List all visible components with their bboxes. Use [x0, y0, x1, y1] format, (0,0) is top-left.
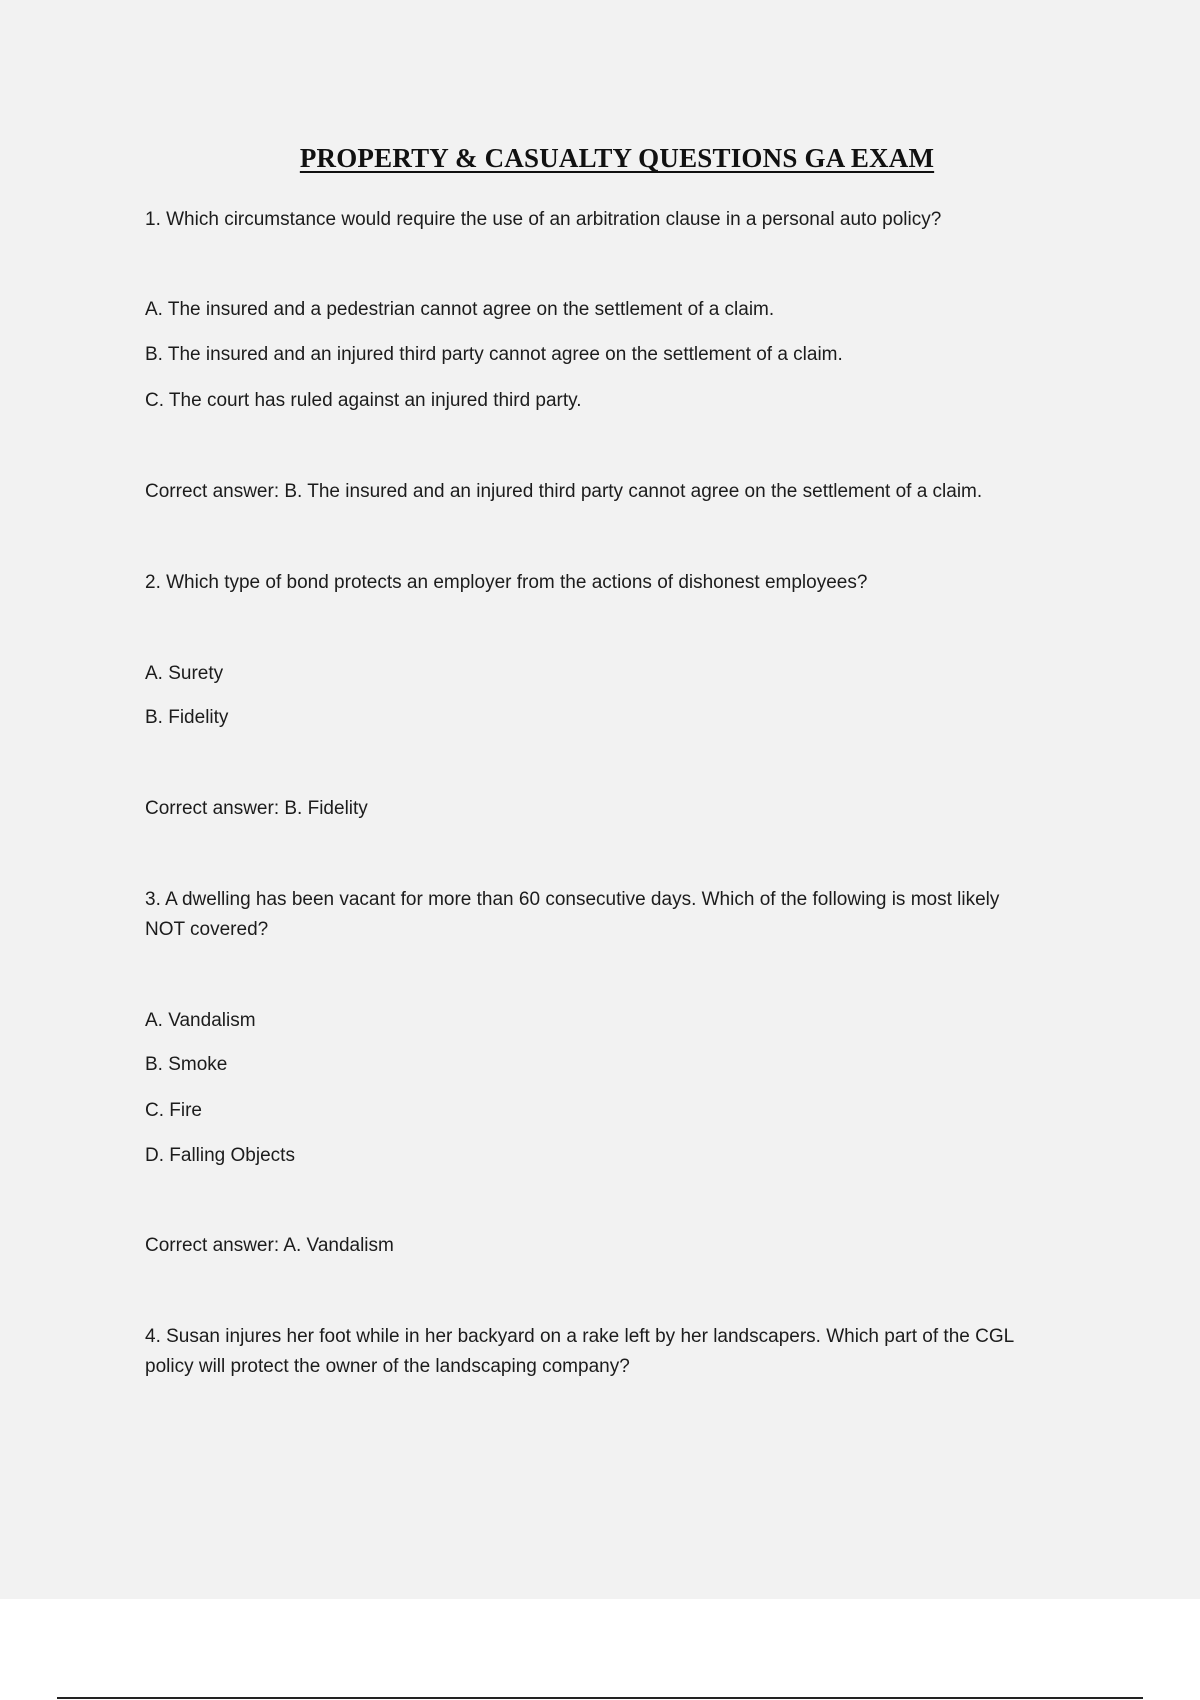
question-3-option-a: A. Vandalism: [145, 1010, 256, 1031]
question-1-answer: Correct answer: B. The insured and an injured third party cannot agree on the settlement of a claim.: [145, 481, 983, 502]
page-title: PROPERTY & CASUALTY QUESTIONS GA EXAM: [299, 143, 935, 173]
question-3-option-d: D. Falling Objects: [145, 1145, 295, 1166]
footer-divider: [57, 1697, 1143, 1699]
question-3-text-line-2: NOT covered?: [145, 919, 269, 940]
question-3-answer: Correct answer: A. Vandalism: [145, 1235, 394, 1256]
question-2-option-a: A. Surety: [145, 663, 224, 684]
question-3-option-b: B. Smoke: [145, 1054, 228, 1075]
question-1-text: 1. Which circumstance would require the use of an arbitration clause in a personal auto policy?: [145, 209, 942, 230]
question-2-text: 2. Which type of bond protects an employer from the actions of dishonest employees?: [145, 572, 868, 593]
question-2-answer: Correct answer: B. Fidelity: [145, 798, 368, 819]
question-1-option-a: A. The insured and a pedestrian cannot agree on the settlement of a claim.: [145, 299, 775, 320]
question-1-option-c: C. The court has ruled against an injured third party.: [145, 390, 582, 411]
question-2-option-b: B. Fidelity: [145, 707, 229, 728]
question-3-text-line-1: 3. A dwelling has been vacant for more than 60 consecutive days. Which of the following is most likely: [145, 889, 1000, 910]
question-4-text-line-1: 4. Susan injures her foot while in her backyard on a rake left by her landscapers. Which part of the CGL: [145, 1326, 1015, 1347]
question-1-option-b: B. The insured and an injured third party cannot agree on the settlement of a claim.: [145, 344, 843, 365]
question-4-text-line-2: policy will protect the owner of the landscaping company?: [145, 1356, 630, 1377]
question-3-option-c: C. Fire: [145, 1100, 202, 1121]
